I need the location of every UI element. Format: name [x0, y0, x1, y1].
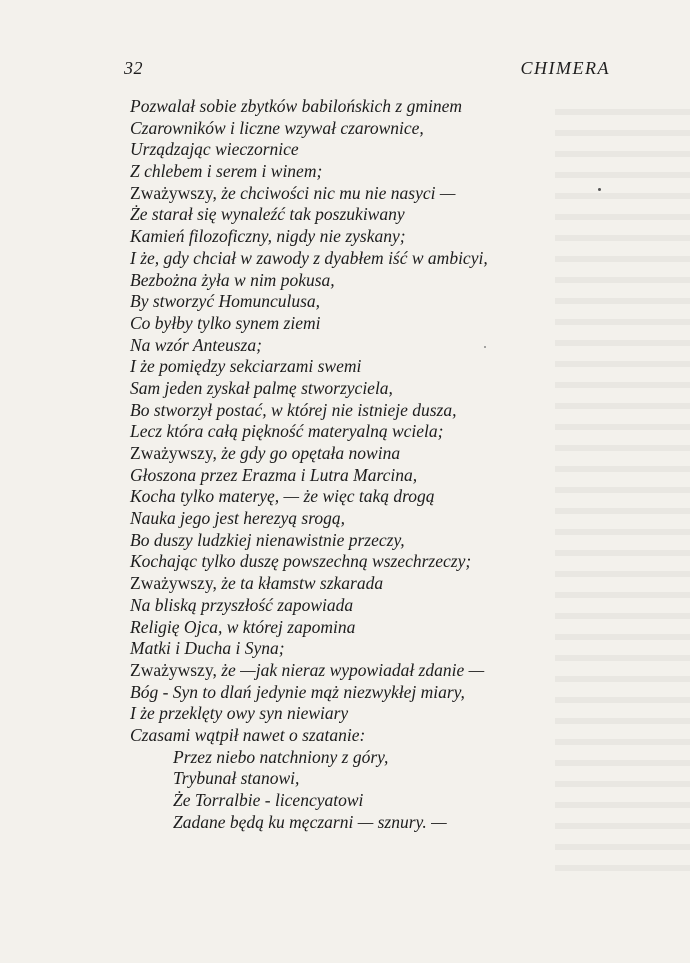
poem-line-text: I że pomiędzy sekciarzami swemi: [130, 356, 362, 377]
poem-line: [130, 725, 570, 747]
poem-line-text: że chciwości nic mu nie nasyci —: [221, 182, 456, 203]
poem-line: [130, 139, 570, 161]
poem-line-text: że —jak nieraz wypowiadał zdanie —: [221, 659, 485, 680]
poem-line: [130, 356, 570, 378]
poem-line-lead: Zważywszy,: [130, 182, 217, 203]
poem-line: [130, 703, 570, 725]
reverse-page-show-through: [555, 95, 690, 875]
poem-line-text: Trybunał stanowi,: [173, 768, 300, 789]
poem-line-text: Że Torralbie - licencyatowi: [173, 790, 364, 810]
poem-line: [130, 486, 570, 508]
poem-line-text: że gdy go opętała nowina: [221, 443, 401, 463]
poem-line: [130, 790, 570, 812]
poem-line: [130, 335, 570, 357]
paper-speck: [598, 188, 601, 191]
poem-line: [130, 378, 570, 400]
poem-line: [130, 443, 570, 465]
poem-body: [130, 96, 570, 833]
poem-line-text: Bezbożna żyła w nim pokusa,: [130, 269, 335, 290]
poem-line: [130, 248, 570, 270]
running-title: CHIMERA: [520, 58, 610, 78]
poem-line: [130, 573, 570, 595]
poem-line-text: Kochając tylko duszę powszechną wszechrzeczy;: [130, 551, 472, 572]
poem-line: [130, 161, 570, 183]
poem-line: [130, 768, 570, 790]
poem-line-text: Głoszona przez Erazma i Lutra Marcina,: [130, 464, 418, 485]
poem-line-text: Co byłby tylko synem ziemi: [130, 312, 321, 333]
poem-line: [130, 638, 570, 660]
poem-line: [130, 617, 570, 639]
poem-line: [130, 595, 570, 617]
paper-speck: [484, 346, 486, 348]
poem-line-text: I że przeklęty owy syn niewiary: [130, 703, 349, 724]
poem-line: [130, 183, 570, 205]
poem-line-text: że ta kłamstw szkarada: [221, 573, 384, 594]
poem-line: [130, 400, 570, 422]
page-header: [124, 58, 610, 84]
poem-line-text: Lecz która całą piękność materyalną wciela;: [130, 421, 444, 442]
poem-line-lead: Zważywszy,: [130, 573, 217, 594]
poem-line: [130, 812, 570, 834]
poem-line-text: Że starał się wynaleźć tak poszukiwany: [130, 204, 405, 225]
poem-line-lead: Zważywszy,: [130, 659, 217, 680]
poem-line: [130, 530, 570, 552]
poem-line: [130, 270, 570, 292]
poem-line-text: I że, gdy chciał w zawody z dyabłem iść w ambicyi,: [130, 247, 488, 268]
poem-line-text: Na wzór Anteusza;: [130, 334, 262, 355]
poem-line-text: Urządzając wieczornice: [130, 139, 299, 160]
poem-line: [130, 660, 570, 682]
poem-line-text: Z chlebem i serem i winem;: [130, 161, 323, 182]
poem-line-text: Bo stworzył postać, w której nie istnieje dusza,: [130, 399, 457, 420]
poem-line-text: Kamień filozoficzny, nigdy nie zyskany;: [130, 226, 406, 247]
poem-line-text: Nauka jego jest herezyą srogą,: [130, 508, 345, 529]
page-number: 32: [124, 58, 143, 78]
poem-line-text: Zadane będą ku męczarni — sznury. —: [173, 811, 447, 832]
poem-line-text: Pozwalał sobie zbytków babilońskich z gminem: [130, 96, 462, 116]
poem-line: [130, 118, 570, 140]
poem-line-text: Na bliską przyszłość zapowiada: [130, 594, 354, 615]
poem-line-text: Matki i Ducha i Syna;: [130, 638, 285, 659]
poem-line-text: Bóg - Syn to dlań jedynie mąż niezwykłej miary,: [130, 681, 465, 702]
poem-line-text: Kocha tylko materyę, — że więc taką drogą: [130, 486, 435, 507]
poem-line-text: By stworzyć Homunculusa,: [130, 291, 321, 312]
poem-line-text: Czasami wątpił nawet o szatanie:: [130, 724, 366, 745]
poem-line: [130, 313, 570, 335]
poem-line-text: Przez niebo natchniony z góry,: [173, 746, 389, 767]
poem-line: [130, 204, 570, 226]
poem-line-text: Bo duszy ludzkiej nienawistnie przeczy,: [130, 529, 405, 550]
poem-line: [130, 747, 570, 769]
poem-line: [130, 226, 570, 248]
poem-line-text: Religię Ojca, w której zapomina: [130, 616, 356, 637]
poem-line: [130, 421, 570, 443]
poem-line: [130, 465, 570, 487]
poem-line: [130, 551, 570, 573]
poem-line: [130, 96, 570, 118]
poem-line-text: Czarowników i liczne wzywał czarownice,: [130, 117, 424, 138]
poem-line-lead: Zważywszy,: [130, 443, 217, 463]
poem-line: [130, 291, 570, 313]
poem-line: [130, 508, 570, 530]
poem-line-text: Sam jeden zyskał palmę stworzyciela,: [130, 377, 393, 398]
poem-line: [130, 682, 570, 704]
